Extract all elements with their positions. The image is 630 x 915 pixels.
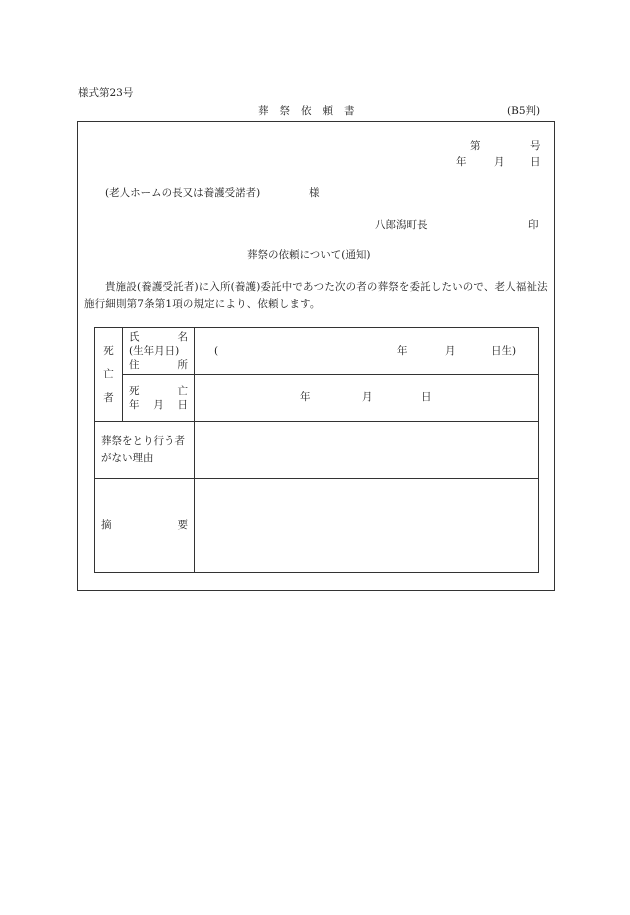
- document-title: 葬祭依頼書: [258, 105, 366, 117]
- table-row: [95, 375, 539, 422]
- name-birth-address-field[interactable]: ( 年 月 日生): [195, 328, 539, 375]
- death-date-field[interactable]: 年 月 日: [195, 375, 539, 422]
- table-row: [95, 328, 539, 375]
- subject-line: 葬祭の依頼について(通知): [247, 249, 371, 261]
- abstract-field[interactable]: [195, 479, 539, 573]
- seal-mark: 印: [528, 219, 539, 231]
- issue-date-month: 月: [494, 156, 505, 168]
- table-row: [95, 422, 539, 479]
- form-number: 様式第23号: [78, 87, 134, 99]
- addressee-honorific: 様: [309, 187, 320, 199]
- doc-number-suffix: 号: [530, 140, 541, 152]
- issue-date-year: 年: [456, 156, 467, 168]
- deceased-group-label: 死 亡 者: [95, 328, 123, 422]
- doc-number-prefix: 第: [470, 140, 481, 152]
- sender-name: 八郎潟町長: [375, 219, 428, 231]
- paper-size-note: (B5判): [507, 105, 541, 117]
- reason-label: 葬祭をとり行う者がない理由: [95, 422, 195, 479]
- issue-date-day: 日: [530, 156, 541, 168]
- death-date-label: 死 亡 年 月 日: [123, 375, 195, 422]
- name-birth-address-label: 氏 名 (生年月日) 住 所: [123, 328, 195, 375]
- table-row: [95, 479, 539, 573]
- reason-field[interactable]: [195, 422, 539, 479]
- abstract-label: 摘 要: [95, 479, 195, 573]
- addressee: (老人ホームの長又は養護受諾者): [105, 187, 261, 199]
- body-text: 貴施設(養護受託者)に入所(養護)委託中であつた次の者の葬祭を委託したいので、老人福祉法施行細則第7条第1項の規定により、依頼します。: [84, 281, 548, 310]
- deceased-table: [94, 327, 539, 573]
